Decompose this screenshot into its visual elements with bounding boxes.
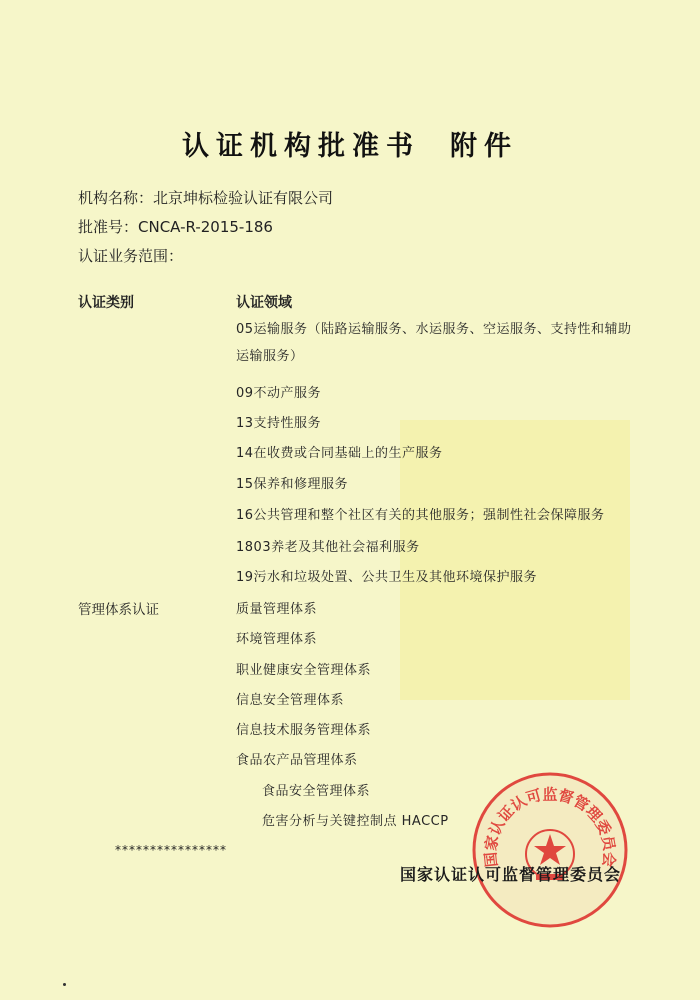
management-item-ohs: 职业健康安全管理体系 [236, 663, 372, 678]
management-item-itsm: 信息技术服务管理体系 [236, 723, 372, 738]
service-item-13: 13支持性服务 [236, 416, 322, 431]
official-seal-icon [470, 770, 630, 930]
service-item-16: 16公共管理和整个社区有关的其他服务；强制性社会保障服务 [236, 508, 605, 523]
service-item-1803: 1803养老及其他社会福利服务 [236, 540, 420, 555]
org-name-line: 机构名称：北京坤标检验认证有限公司 [78, 189, 334, 207]
title-main: 认证机构批准书 [182, 131, 420, 162]
end-marker-stars: **************** [115, 843, 227, 857]
service-item-09: 09不动产服务 [236, 386, 322, 401]
service-item-15: 15保养和修理服务 [236, 477, 349, 492]
page-title [0, 124, 700, 163]
business-scope-line: 认证业务范围： [78, 247, 184, 265]
approval-number-line: 批准号：CNCA-R-2015-186 [78, 218, 273, 236]
watermark-block [400, 420, 630, 700]
food-sub-item-haccp: 危害分析与关键控制点 HACCP [262, 814, 449, 829]
title-attachment: 附件 [450, 131, 518, 162]
management-item-food-agri: 食品农产品管理体系 [236, 753, 358, 768]
service-item-19: 19污水和垃圾处置、公共卫生及其他环境保护服务 [236, 570, 538, 585]
column-header-category: 认证类别 [78, 295, 134, 311]
category-management-label: 管理体系认证 [78, 602, 159, 618]
issuing-authority: 国家认证认可监督管理委员会 [400, 865, 622, 884]
scan-speck [63, 983, 66, 986]
management-item-quality: 质量管理体系 [236, 602, 318, 617]
food-sub-item-safety: 食品安全管理体系 [262, 784, 371, 799]
management-item-environment: 环境管理体系 [236, 632, 318, 647]
service-item-05: 05运输服务（陆路运输服务、水运服务、空运服务、支持性和辅助运输服务） [236, 322, 632, 364]
seal-ring-text: 国家认证认可监督管理委员会 [481, 785, 619, 868]
column-header-domain: 认证领域 [236, 295, 292, 311]
management-item-infosec: 信息安全管理体系 [236, 693, 345, 708]
service-item-14: 14在收费或合同基础上的生产服务 [236, 446, 443, 461]
